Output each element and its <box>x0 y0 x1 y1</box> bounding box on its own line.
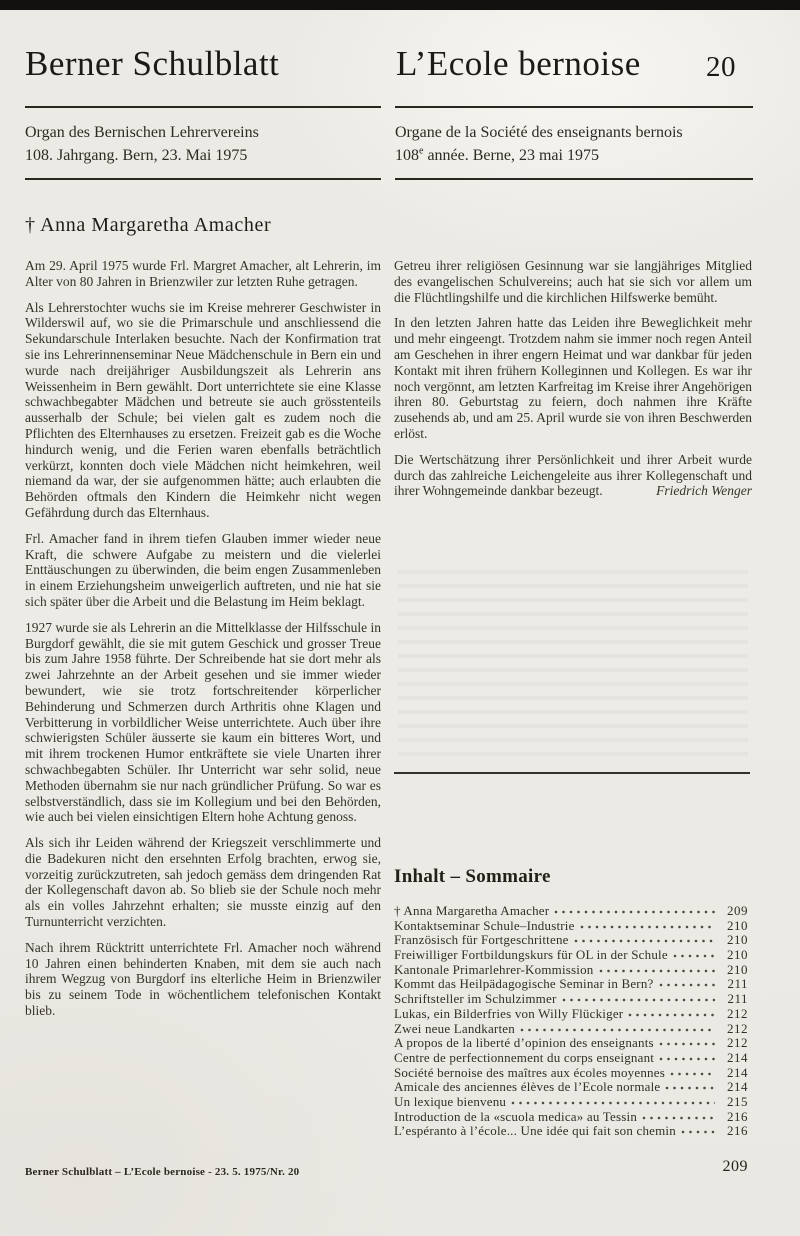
toc-entry-page: 210 <box>727 917 748 933</box>
toc-entry <box>394 1123 748 1138</box>
toc-entry <box>394 1079 748 1094</box>
toc-entry <box>394 918 748 933</box>
dot-leader <box>628 1008 715 1018</box>
toc-heading: Inhalt – Sommaire <box>394 866 551 887</box>
toc-entry <box>394 1006 748 1021</box>
dot-leader <box>670 1067 715 1077</box>
subtitle-french <box>395 121 683 167</box>
rule-above-toc <box>394 772 750 774</box>
dot-leader <box>659 1037 715 1047</box>
toc-entry-label: Amicale des anciennes élèves de l’Ecole normale <box>394 1079 661 1095</box>
page-number: 209 <box>722 1158 748 1175</box>
toc-entry <box>394 947 748 962</box>
subtitle-french-line1: Organe de la Société des enseignants bernois <box>395 124 683 141</box>
toc-entry-page: 212 <box>727 1035 748 1051</box>
paper-bleedthrough-texture <box>398 560 748 760</box>
toc-entry-page: 210 <box>727 932 748 948</box>
article-column-right <box>394 258 752 509</box>
dot-leader <box>520 1023 715 1033</box>
toc-entry-label: Schriftsteller im Schulzimmer <box>394 991 557 1007</box>
subtitle-year-superscript: e <box>419 145 424 157</box>
toc-entry-page: 214 <box>727 1079 748 1095</box>
dot-leader <box>673 949 715 959</box>
toc-entry <box>394 962 748 977</box>
obituary-title: † Anna Margaretha Amacher <box>25 214 272 236</box>
toc-entry-label: Kontaktseminar Schule–Industrie <box>394 917 575 933</box>
dot-leader <box>681 1125 715 1135</box>
toc-entry <box>394 991 748 1006</box>
subtitle-year-rest: année. Berne, 23 mai 1975 <box>423 147 599 164</box>
toc-entry-label: Kantonale Primarlehrer-Kommission <box>394 961 594 977</box>
toc-entry-label: Kommt das Heilpädagogische Seminar in Bern? <box>394 976 654 992</box>
rule-mid-left <box>25 178 381 180</box>
toc-entry-page: 210 <box>727 947 748 963</box>
toc-entry-label: Introduction de la «scuola medica» au Tessin <box>394 1108 638 1124</box>
toc-entry-label: Freiwilliger Fortbildungskurs für OL in der Schule <box>394 947 668 963</box>
masthead-title-french: L’Ecole bernoise <box>396 44 641 83</box>
toc-entry-page: 209 <box>727 903 748 918</box>
subtitle-german-line1: Organ des Bernischen Lehrervereins <box>25 124 259 141</box>
toc-entry <box>394 976 748 991</box>
dot-leader <box>642 1111 715 1121</box>
toc-entry-label: Zwei neue Landkarten <box>394 1020 515 1036</box>
toc-entry <box>394 1094 748 1109</box>
toc-entry-page: 215 <box>727 1093 748 1109</box>
paragraph: 1927 wurde sie als Lehrerin an die Mittelklasse der Hilfsschule in Burgdorf gewählt, die sie mit gutem Geschick und grosser Treue bis zum Jahre 1958 führte. Der Schreibende hat sie dort mehr als zwei Jahrzehnte an der Arbeit gesehen und sie immer wieder bewundert, wie sie trotz fortschreitender körperlicher Behinderung und Schmerzen durch Arthritis ohne Klagen und Verbitterung in vorbildlicher Weise unterrichtete. Auch über ihre schwierigsten Schüler äusserte sie kaum ein bitteres Wort, und mit ihrem trockenen Humor entkräftete sie viele Unarten ihrer schwachbegabten Schüler. Ihr Unterricht war sehr solid, neue Methoden übernahm sie nur nach gründlicher Prüfung. So war es selbstverständlich, dass sie im Kollegium und bei den Behörden, wie auch bei vielen einsichtigen Eltern hohe Achtung genoss. <box>25 619 381 825</box>
toc-entry-page: 211 <box>727 976 748 992</box>
toc-entry-page: 216 <box>727 1108 748 1124</box>
paragraph: Frl. Amacher fand in ihrem tiefen Glauben immer wieder neue Kraft, die schwere Aufgabe zu meistern und die vielerlei Enttäuschungen zu überwinden, die beim engen Zusammenleben in einem Erziehungsheim unweigerlich auftreten, und nie hat sie sich später über die Arbeit und die Belastung im Heim beklagt. <box>25 530 381 609</box>
paragraph: Als sich ihr Leiden während der Kriegszeit verschlimmerte und die Badekuren nicht den ersehnten Erfolg brachten, erwog sie, vorzeitig zurückzutreten, sah jedoch gemäss dem dringenden Rat der Kollegenschaft davon ab. So blieb sie der Schule noch mehr als ein volles Jahrzehnt erhalten; sie musste einzig auf den Turnunterricht verzichten. <box>25 835 381 930</box>
article-column-left <box>25 258 381 1029</box>
toc-entry-label: L’espéranto à l’école... Une idée qui fait son chemin <box>394 1123 676 1139</box>
toc-entry-label: Centre de perfectionnement du corps enseignant <box>394 1049 655 1065</box>
dot-leader <box>554 905 715 915</box>
dot-leader <box>562 993 716 1003</box>
top-black-bar <box>0 0 800 10</box>
toc-entry <box>394 1035 748 1050</box>
paragraph-with-signature <box>394 452 752 499</box>
dot-leader <box>511 1096 715 1106</box>
subtitle-french-line2 <box>395 144 683 167</box>
table-of-contents <box>394 903 748 1138</box>
toc-entry-page: 212 <box>727 1020 748 1036</box>
footer-imprint: Berner Schulblatt – L’Ecole bernoise - 23. 5. 1975/Nr. 20 <box>25 1166 300 1178</box>
toc-entry-page: 212 <box>727 1005 748 1021</box>
subtitle-german <box>25 121 259 167</box>
toc-entry <box>394 1065 748 1080</box>
toc-entry-page: 211 <box>727 991 748 1007</box>
toc-entry-label: Société bernoise des maîtres aux écoles moyennes <box>394 1064 665 1080</box>
dot-leader <box>599 964 716 974</box>
rule-top-right <box>395 106 753 108</box>
rule-top-left <box>25 106 381 108</box>
toc-entry-page: 210 <box>727 961 748 977</box>
dot-leader <box>574 934 715 944</box>
paragraph: Am 29. April 1975 wurde Frl. Margret Amacher, alt Lehrerin, im Alter von 80 Jahren in Brienzwiler zur letzten Ruhe getragen. <box>25 258 381 289</box>
dot-leader <box>659 1052 715 1062</box>
toc-entry-label: Französisch für Fortgeschrittene <box>394 932 569 948</box>
toc-entry <box>394 1050 748 1065</box>
subtitle-year-number: 108 <box>395 147 419 164</box>
masthead-title-german: Berner Schulblatt <box>25 44 280 83</box>
author-signature: Friedrich Wenger <box>656 483 752 499</box>
toc-entry <box>394 903 748 918</box>
rule-mid-right <box>395 178 753 180</box>
paragraph: Getreu ihrer religiösen Gesinnung war sie langjähriges Mitglied des evangelischen Schulvereins; auch hat sie sich vor allem um die Flüchtlingshilfe und die kirchlichen Hilfswerke bemüht. <box>394 258 752 305</box>
paragraph-text: Die Wertschätzung ihrer Persönlichkeit und ihrer Arbeit wurde durch das zahlreiche Leichengeleite aus ihrer Kollegenschaft und ihrer Wohngemeinde dankbar bezeugt. <box>394 451 752 499</box>
toc-entry-label: Un lexique bienvenu <box>394 1093 507 1109</box>
dot-leader <box>580 920 715 930</box>
toc-entry-page: 214 <box>727 1049 748 1065</box>
toc-entry-label: Lukas, ein Bilderfries von Willy Flückiger <box>394 1005 624 1021</box>
issue-number: 20 <box>706 51 736 83</box>
dot-leader <box>665 1081 715 1091</box>
toc-entry-page: 214 <box>727 1064 748 1080</box>
toc-entry <box>394 932 748 947</box>
paragraph: In den letzten Jahren hatte das Leiden ihre Beweglichkeit mehr und mehr eingeengt. Trotzdem nahm sie immer noch regen Anteil am Geschehen in ihrer engern Heimat und war dankbar für jeden Kontakt mit ihren frühern Kolleginnen und Kollegen. Es war ihr noch vergönnt, am letzten Karfreitag im Kreise ihrer Angehörigen ihren 80. Geburtstag zu feiern, doch nahmen ihre Kräfte zusehends ab, und am 25. April wurde sie von ihren Beschwerden erlöst. <box>394 315 752 441</box>
toc-entry-label: A propos de la liberté d’opinion des enseignants <box>394 1035 654 1051</box>
toc-entry-page: 216 <box>727 1123 748 1139</box>
toc-entry-label: † Anna Margaretha Amacher <box>394 903 550 918</box>
toc-entry <box>394 1021 748 1036</box>
paragraph: Nach ihrem Rücktritt unterrichtete Frl. Amacher noch während 10 Jahren einen behinderten Knaben, mit dem sie auch nach ihrem Wegzug von Burgdorf ins elterliche Heim in Brienzwiler bis zu seinem Tode in wöchentlichem telefonischen Kontakt blieb. <box>25 939 381 1019</box>
subtitle-german-line2: 108. Jahrgang. Bern, 23. Mai 1975 <box>25 147 248 164</box>
toc-entry <box>394 1109 748 1124</box>
paragraph: Als Lehrerstochter wuchs sie im Kreise mehrerer Geschwister in Wilderswil auf, wo sie die Primarschule und anschliessend die Sekundarschule Interlaken besuchte. Nach der Konfirmation trat sie ins Lehrerinnenseminar Neue Mädchenschule in Bern ein und wurde nach dreijähriger Ausbildungszeit als Lehrerin ans Weissenheim in Bern gewählt. Dort unterrichtete sie eine Klasse schwachbegabter Mädchen und betreute sie auch grösstenteils ausserhalb der Schule; bei vielen galt es zudem noch die Pflichten des Elternhauses zu ersetzen. Freizeit gab es die Woche hindurch wenig, und die Ferien waren ebenfalls beträchtlich verkürzt, konnten doch viele Mädchen nicht heimkehren, weil niemand da war, der sie aufgenommen hätte; auch erlaubten die Behörden oftmals den Kindern die Heimkehr nicht wegen Gefährdung durch das Elternhaus. <box>25 299 381 520</box>
dot-leader <box>659 978 715 988</box>
